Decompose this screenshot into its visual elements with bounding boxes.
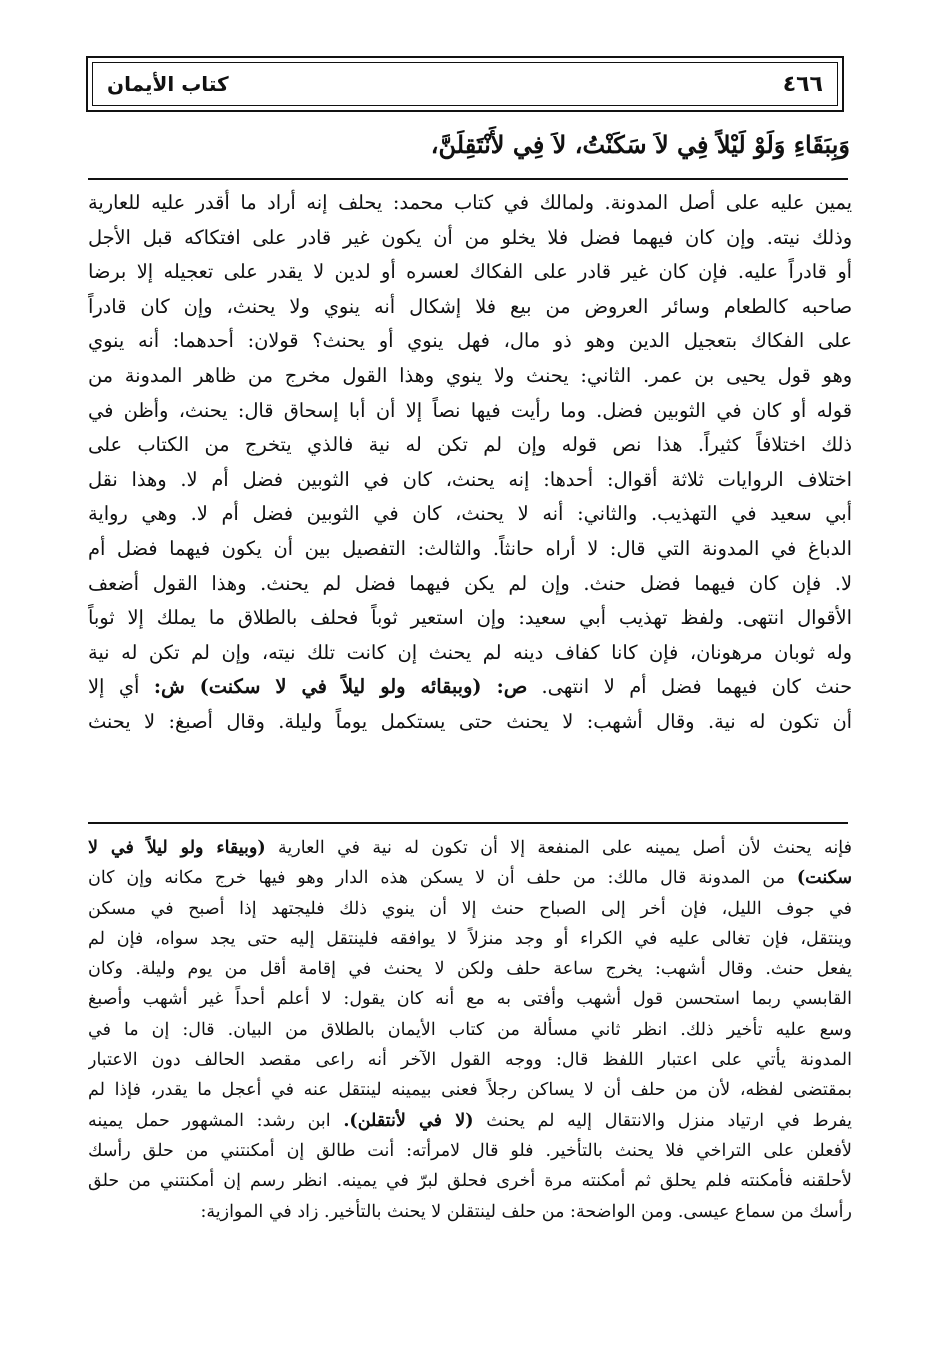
commentary-line: اختلاف الروايات ثلاثة أقوال: أحدها: إنه يحنث، كان في الثوبين فضل أم لا. وهذا نقل	[88, 467, 852, 491]
footnote-line: في جوف الليل، فإن أخر إلى الصباح حنث إلا أن ينوي ذلك فليجتهد إذا أصبح في مسكن	[88, 898, 852, 919]
matn-citation: ص: (وببقائه ولو ليلاً في لا سكنت) ش:	[153, 675, 527, 699]
commentary-line: لا. فإن كان فيهما فضل حنث. وإن لم يكن فيهما فضل لم يحنث. وهذا القول أضعف	[88, 571, 852, 595]
footnote-line: القابسي ربما استحسن قول أشهب وأفتى به مع أنه كان يقول: لا أعلم أحداً غير أشهب وأصبغ	[88, 989, 852, 1010]
commentary-line: أن تكون له نية. وقال أشهب: لا يحنث حتى يستكمل يوماً وليلة. وقال أصبغ: لا يحنث	[88, 709, 852, 733]
commentary-line: صاحبه كالطعام وسائر العروض من بيع فلا إشكال أنه ينوي ولا يحنث، وإن كان قادراً	[88, 294, 852, 318]
top-divider	[88, 178, 848, 180]
footnote-line: لأحلقنه فأمكنته فلم يحلق ثم أمكنته مرة أخرى فحلق لبرّ في يمينه. انظر رسم إن أمكنتني من حلق	[88, 1171, 852, 1192]
commentary-line: ذلك اختلافاً كثيراً. هذا نص قوله وإن لم تكن له نية فالذي يتخرج من الكتاب على	[88, 433, 852, 457]
commentary-line: أو قادراً عليه. فإن كان غير قادر على الفكاك لعسره أو لدين لا يقدر على تعجيله إلا برضا	[88, 260, 852, 284]
commentary-line: وله ثوبان مرهونان، فإن كانا كفاف دينه لم يحنث إن كانت تلك نيته، وإن لم تكن له نية	[88, 640, 852, 664]
commentary-line: على الفكاك بتعجيل الدين وهو ذو مال، فهل ينوي أو يحنث؟ قولان: أحدهما: أنه ينوي	[88, 329, 852, 353]
footnote-line: رأسك من سماع عيسى. ومن الواضحة: من حلف لينتقلن لا يحنث بالتأخير. زاد في الموازية:	[200, 1201, 852, 1222]
footnote-divider	[88, 822, 848, 824]
footnote-line: وسع عليه تأخير ذلك. انظر ثاني مسألة من كتاب الأيمان بالطلاق من البيان. قال: إن ما في	[88, 1019, 852, 1040]
page-number: ٤٦٦	[782, 71, 823, 97]
commentary-line: وهو قول يحيى بن عمر. الثاني: يحنث ولا ينوي وهذا القول مخرج من ظاهر المدونة من	[88, 363, 852, 387]
footnote-line: يفرط في ارتياد منزل والانتقال إليه لم يحنث (لا في لأنتقلن). ابن رشد: المشهور حمل يمينه	[88, 1110, 852, 1131]
footnote-citation: (لا في لأنتقلن).	[343, 1110, 474, 1131]
commentary-line: الأقوال انتهى. ولفظ تهذيب أبي سعيد: وإن استعير ثوباً فحلف بالطلاق ما يملك إلا ثوباً	[88, 606, 852, 630]
footnote-line: بمقتضى لفظه، لأن من حلف أن لا يساكن رجلاً فعنى بيمينه لينتقل عنه في أعجل ما يقدر، فإذا لم	[88, 1080, 852, 1101]
commentary-line: حنث كان فيهما فضل أم لا انتهى. ص: (وببقائه ولو ليلاً في لا سكنت) ش: أي إلا	[88, 675, 852, 699]
commentary-line: أبي سعيد في التهذيب. والثاني: أنه لا يحنث، كان في الثوبين فضل أم لا. وهي رواية	[88, 502, 852, 526]
footnote-line: المدونة يأتي على اعتبار اللفظ قال: ووجه القول الآخر أنه راعى مقصد الحالف دون الاعتبار	[88, 1050, 852, 1071]
running-header-frame	[92, 62, 838, 106]
commentary-line: يمين عليه على أصل المدونة. ولمالك في كتاب محمد: يحلف إنه أراد ما أقدر عليه للعارية	[88, 191, 852, 214]
matn-text: وَبِبَقَاءِ وَلَوْ لَيْلاً فِي لاَ سَكَنْتُ، لاَ فِي لأَنْتَقِلَنَّ،	[430, 130, 850, 159]
footnote-line: وينتقل، فإن تغالى عليه في الكراء أو وجد منزلاً لا يوافقه فلينتقل إليه حتى يجد سواه، فإن لم	[88, 928, 852, 949]
commentary-line: وذلك نيته. وإن كان فيهما فضل فلا يخلو من أن يكون غير قادر على افتكاكه قبل الأجل	[88, 225, 852, 249]
commentary-body	[88, 186, 852, 740]
commentary-line: الدباغ في المدونة التي قال: لا أراه حانثاً. والثالث: التفصيل بين أن يكون فيهما فضل أم	[88, 536, 852, 560]
footnote-body	[88, 833, 852, 1227]
footnote-citation: (وبيقاء ولو ليلاً في لا	[88, 838, 266, 858]
footnote-citation: سكنت)	[796, 868, 852, 889]
footnote-line: يفعل حنث. وقال أشهب: يخرج ساعة حلف ولكن لا يحنث في إقامة أقل من يوم وليلة. وكان	[88, 959, 852, 980]
footnote-line: سكنت) من المدونة قال مالك: من حلف أن لا يسكن هذه الدار وهو فيها خرج مكانه وإن كان	[88, 868, 852, 889]
footnote-line: لأفعلن على التراخي فلا يحنث بالتأخير. فلو قال لامرأته: أنت طالق إن أمكنتني من حلق رأسك	[88, 1140, 852, 1161]
book-title: كتاب الأيمان	[107, 72, 229, 96]
footnote-line: فإنه يحنث لأن أصل يمينه على المنفعة إلا أن تكون له نية في العارية (وبيقاء ولو ليلاً في لا	[88, 838, 852, 858]
running-header	[86, 56, 844, 112]
commentary-line: قوله أو كان في الثوبين فضل. وما رأيت فيها نصاً إلا أن أبا إسحاق قال: يحنث، وأظن في	[88, 398, 852, 422]
